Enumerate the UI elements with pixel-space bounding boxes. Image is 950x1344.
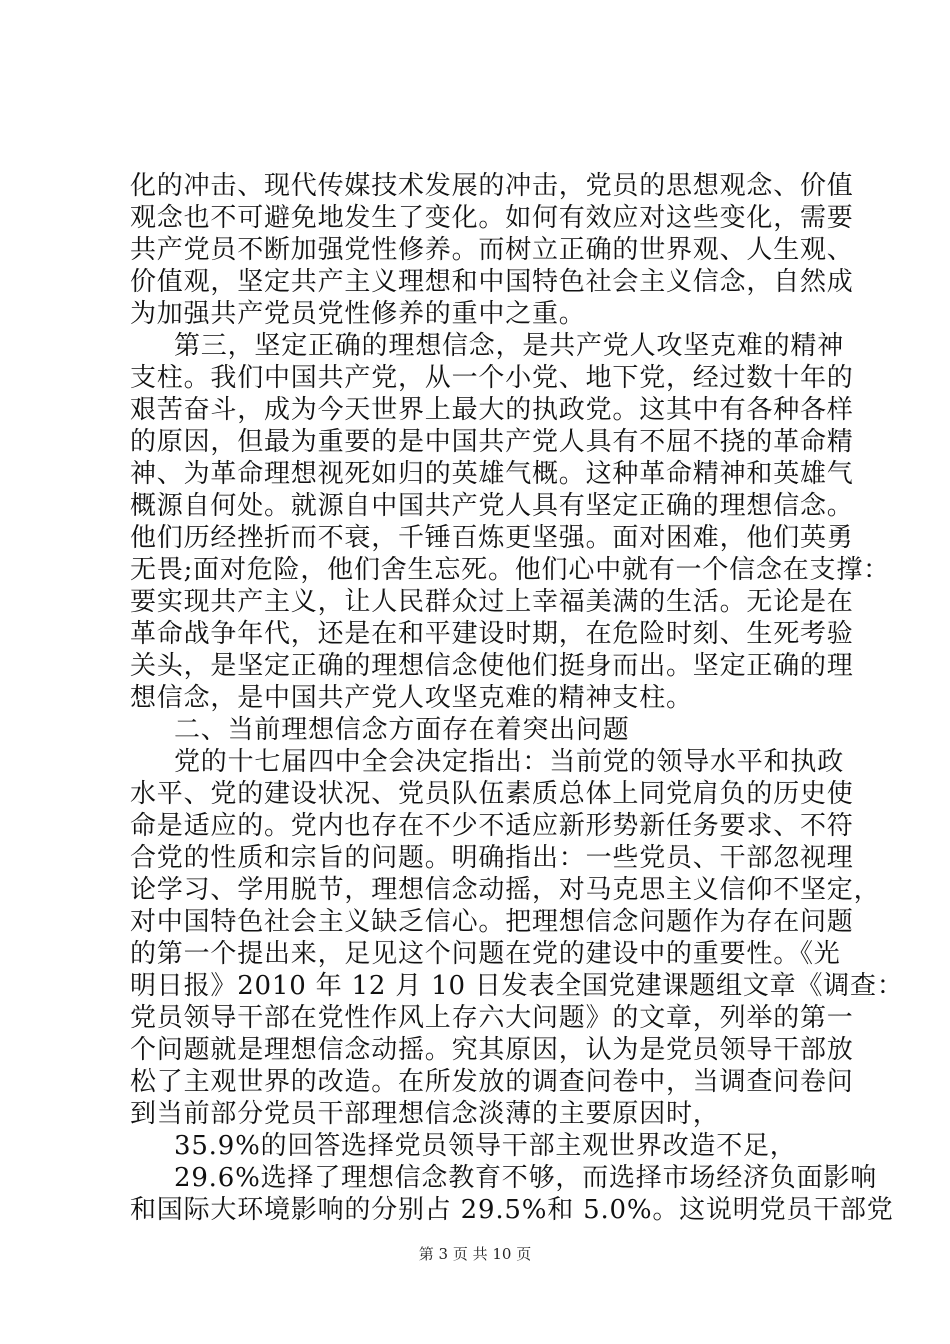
paragraph-start-line: 35.9%的回答选择党员领导干部主观世界改造不足，	[174, 1131, 797, 1161]
text-line: 共产党员不断加强党性修养。而树立正确的世界观、人生观、	[130, 235, 854, 265]
section-heading: 二、当前理想信念方面存在着突出问题	[174, 715, 630, 745]
text-line: 松了主观世界的改造。在所发放的调查问卷中，当调查问卷问	[130, 1067, 854, 1097]
text-line: 个问题就是理想信念动摇。究其原因，认为是党员领导干部放	[130, 1035, 854, 1065]
text-line: 党员领导干部在党性作风上存六大问题》的文章，列举的第一	[130, 1003, 854, 1033]
text-line: 无畏;面对危险，他们舍生忘死。他们心中就有一个信念在支撑：	[130, 555, 890, 585]
paragraph-start-line: 党的十七届四中全会决定指出：当前党的领导水平和执政	[174, 747, 845, 777]
text-line: 革命战争年代，还是在和平建设时期，在危险时刻、生死考验	[130, 619, 854, 649]
page-number-footer: 第 3 页 共 10 页	[418, 1245, 532, 1263]
text-line: 的原因，但最为重要的是中国共产党人具有不屈不挠的革命精	[130, 427, 854, 457]
text-line: 到当前部分党员干部理想信念淡薄的主要原因时，	[130, 1099, 720, 1129]
text-line: 观念也不可避免地发生了变化。如何有效应对这些变化，需要	[130, 203, 854, 233]
text-line: 关头，是坚定正确的理想信念使他们挺身而出。坚定正确的理	[130, 651, 854, 681]
text-line: 的第一个提出来，足见这个问题在党的建设中的重要性。《光	[130, 939, 841, 969]
text-line: 水平、党的建设状况、党员队伍素质总体上同党肩负的历史使	[130, 779, 854, 809]
text-line: 和国际大环境影响的分别占 29.5%和 5.0%。这说明党员干部党	[130, 1195, 894, 1225]
text-line: 化的冲击、现代传媒技术发展的冲击，党员的思想观念、价值	[130, 171, 854, 201]
text-line: 他们历经挫折而不衰，千锤百炼更坚强。面对困难，他们英勇	[130, 523, 854, 553]
text-line: 明日报》2010 年 12 月 10 日发表全国党建课题组文章《调查：	[130, 971, 904, 1001]
paragraph-start-line: 第三，坚定正确的理想信念，是共产党人攻坚克难的精神	[174, 331, 845, 361]
text-line: 论学习、学用脱节，理想信念动摇，对马克思主义信仰不坚定，	[130, 875, 881, 905]
paragraph-start-line: 29.6%选择了理想信念教育不够，而选择市场经济负面影响	[174, 1163, 877, 1193]
text-line: 合党的性质和宗旨的问题。明确指出：一些党员、干部忽视理	[130, 843, 854, 873]
text-line: 对中国特色社会主义缺乏信心。把理想信念问题作为存在问题	[130, 907, 854, 937]
text-line: 神、为革命理想视死如归的英雄气概。这种革命精神和英雄气	[130, 459, 854, 489]
text-line: 概源自何处。就源自中国共产党人具有坚定正确的理想信念。	[130, 491, 854, 521]
text-line: 价值观，坚定共产主义理想和中国特色社会主义信念，自然成	[130, 267, 854, 297]
text-line: 命是适应的。党内也存在不少不适应新形势新任务要求、不符	[130, 811, 854, 841]
text-line: 艰苦奋斗，成为今天世界上最大的执政党。这其中有各种各样	[130, 395, 854, 425]
text-line: 支柱。我们中国共产党，从一个小党、地下党，经过数十年的	[130, 363, 854, 393]
text-line: 想信念，是中国共产党人攻坚克难的精神支柱。	[130, 683, 693, 713]
text-line: 要实现共产主义，让人民群众过上幸福美满的生活。无论是在	[130, 587, 854, 617]
text-line: 为加强共产党员党性修养的重中之重。	[130, 299, 586, 329]
document-body	[130, 170, 904, 1226]
